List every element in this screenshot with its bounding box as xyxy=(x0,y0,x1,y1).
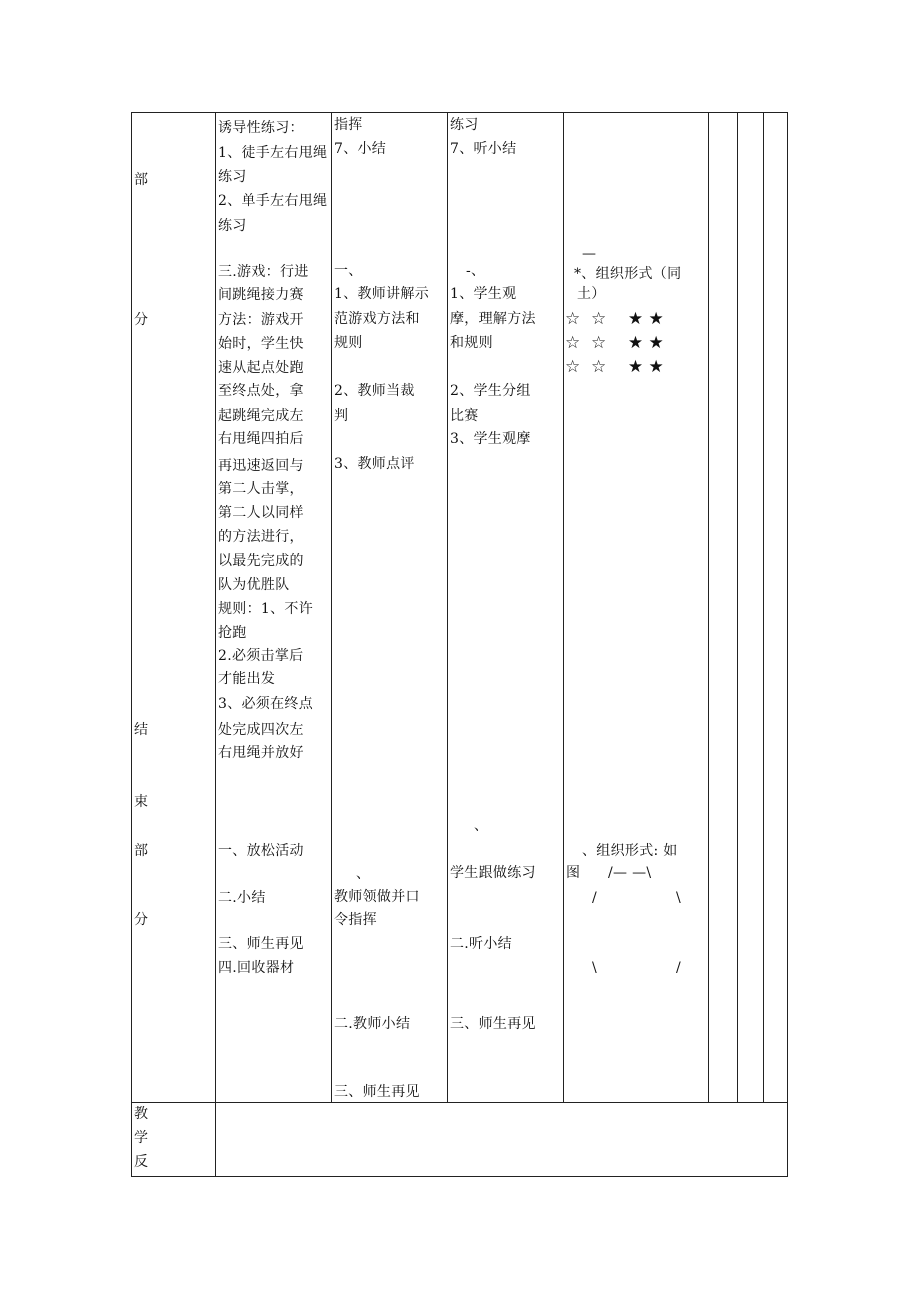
content-line: 规则：1、不许 xyxy=(218,601,314,617)
content-line: 练习 xyxy=(218,169,247,185)
end-org-form-line-2: 图 xyxy=(566,865,581,881)
teacher-line: 7、小结 xyxy=(334,141,387,157)
org-dash-mark: — xyxy=(582,246,597,262)
org-form-line-1: *、组织形式（同 xyxy=(574,266,682,282)
content-line: 速从起点处跑 xyxy=(218,360,304,376)
content-end-line: 一、放松活动 xyxy=(218,843,304,859)
content-line: 队为优胜队 xyxy=(218,577,290,593)
teacher-end-line: 二.教师小结 xyxy=(334,1016,411,1032)
content-end-line: 三、师生再见 xyxy=(218,936,304,952)
content-line: 1、徒手左右甩绳 xyxy=(218,145,328,161)
student-line: 1、学生观 xyxy=(450,286,517,302)
org-form-line-2: 土） xyxy=(577,286,606,302)
formation-stars-row: ☆ ☆ ★ ★ xyxy=(565,333,664,353)
student-end-line: 二.听小结 xyxy=(450,936,512,952)
org-column-divider xyxy=(708,112,709,1102)
content-line: 诱导性练习： xyxy=(218,120,304,136)
content-line: 练习 xyxy=(218,218,247,234)
end-section-label-fen: 分 xyxy=(134,912,149,928)
end-section-label-jie: 结 xyxy=(134,722,149,738)
narrow-column-divider-2 xyxy=(763,112,764,1102)
reflection-row-top-border xyxy=(131,1102,788,1103)
circle-diagram-mid-right: \ xyxy=(676,890,682,906)
student-end-line: 学生跟做练习 xyxy=(450,865,536,881)
table-right-border xyxy=(787,112,788,1177)
content-line: 右甩绳并放好 xyxy=(218,745,304,761)
content-line: 以最先完成的 xyxy=(218,553,304,569)
content-line: 第二人击掌， xyxy=(218,481,304,497)
content-line: 方法：游戏开 xyxy=(218,312,304,328)
content-end-line: 二.小结 xyxy=(218,890,266,906)
teacher-line: 2、教师当裁 xyxy=(334,383,415,399)
student-line: 摩，理解方法 xyxy=(450,311,536,327)
student-line: -、 xyxy=(466,263,486,279)
section-label-bu: 部 xyxy=(134,172,149,188)
teacher-line: 3、教师点评 xyxy=(334,456,415,472)
teacher-line: 规则 xyxy=(334,335,363,351)
student-column-divider xyxy=(563,112,564,1102)
end-section-label-bu: 部 xyxy=(134,843,149,859)
student-line: 比赛 xyxy=(450,408,479,424)
teacher-end-line: 教师领做并口 xyxy=(334,889,420,905)
content-line: 间跳绳接力赛 xyxy=(218,287,304,303)
student-line: 3、学生观摩 xyxy=(450,431,531,447)
content-column-divider xyxy=(331,112,332,1102)
student-line: 2、学生分组 xyxy=(450,383,531,399)
content-line: 3、必须在终点 xyxy=(218,696,314,712)
circle-diagram-top: /— —\ xyxy=(608,865,652,881)
teacher-line: 判 xyxy=(334,408,349,424)
content-line: 才能出发 xyxy=(218,671,276,687)
teacher-line: 指挥 xyxy=(334,117,363,133)
content-line: 2、单手左右甩绳 xyxy=(218,193,328,209)
content-line: 第二人以同样 xyxy=(218,505,304,521)
teacher-line: 一、 xyxy=(334,263,363,279)
teacher-end-line: 三、师生再见 xyxy=(334,1084,420,1100)
teacher-line: 1、教师讲解示 xyxy=(334,286,430,302)
teacher-end-line: 令指挥 xyxy=(334,912,377,928)
formation-stars-row: ☆ ☆ ★ ★ xyxy=(565,357,664,377)
content-line: 起跳绳完成左 xyxy=(218,408,304,424)
content-line: 右甩绳四拍后 xyxy=(218,431,304,447)
student-end-line: 、 xyxy=(474,818,489,834)
student-end-line: 三、师生再见 xyxy=(450,1016,536,1032)
reflection-label-jiao: 教 xyxy=(134,1106,149,1122)
reflection-label-xue: 学 xyxy=(134,1130,149,1146)
circle-diagram-mid-left: / xyxy=(592,890,598,906)
narrow-column-divider-1 xyxy=(737,112,738,1102)
content-end-line: 四.回收器材 xyxy=(218,960,295,976)
table-bottom-border xyxy=(131,1176,788,1177)
student-line: 7、听小结 xyxy=(450,141,517,157)
student-line: 练习 xyxy=(450,117,479,133)
circle-diagram-bottom-left: \ xyxy=(592,960,598,976)
content-line: 至终点处，拿 xyxy=(218,383,304,399)
content-line: 抢跑 xyxy=(218,625,247,641)
content-line: 处完成四次左 xyxy=(218,722,304,738)
content-line: 三.游戏：行进 xyxy=(218,264,309,280)
table-top-border xyxy=(131,112,788,113)
end-section-label-shu: 束 xyxy=(134,794,149,810)
section-label-fen: 分 xyxy=(134,312,149,328)
end-org-form-line-1: 、组织形式: 如 xyxy=(582,843,678,859)
reflection-label-fan: 反 xyxy=(134,1154,149,1170)
teacher-line: 范游戏方法和 xyxy=(334,311,420,327)
student-line: 和规则 xyxy=(450,335,493,351)
content-line: 2.必须击掌后 xyxy=(218,648,304,664)
label-column-divider xyxy=(215,112,216,1177)
table-left-border xyxy=(131,112,132,1177)
teacher-end-line: 、 xyxy=(356,866,371,882)
circle-diagram-bottom-right: / xyxy=(676,960,682,976)
content-line: 的方法进行， xyxy=(218,529,304,545)
content-line: 始时，学生快 xyxy=(218,336,304,352)
formation-stars-row: ☆ ☆ ★ ★ xyxy=(565,309,664,329)
teacher-column-divider xyxy=(447,112,448,1102)
content-line: 再迅速返回与 xyxy=(218,458,304,474)
